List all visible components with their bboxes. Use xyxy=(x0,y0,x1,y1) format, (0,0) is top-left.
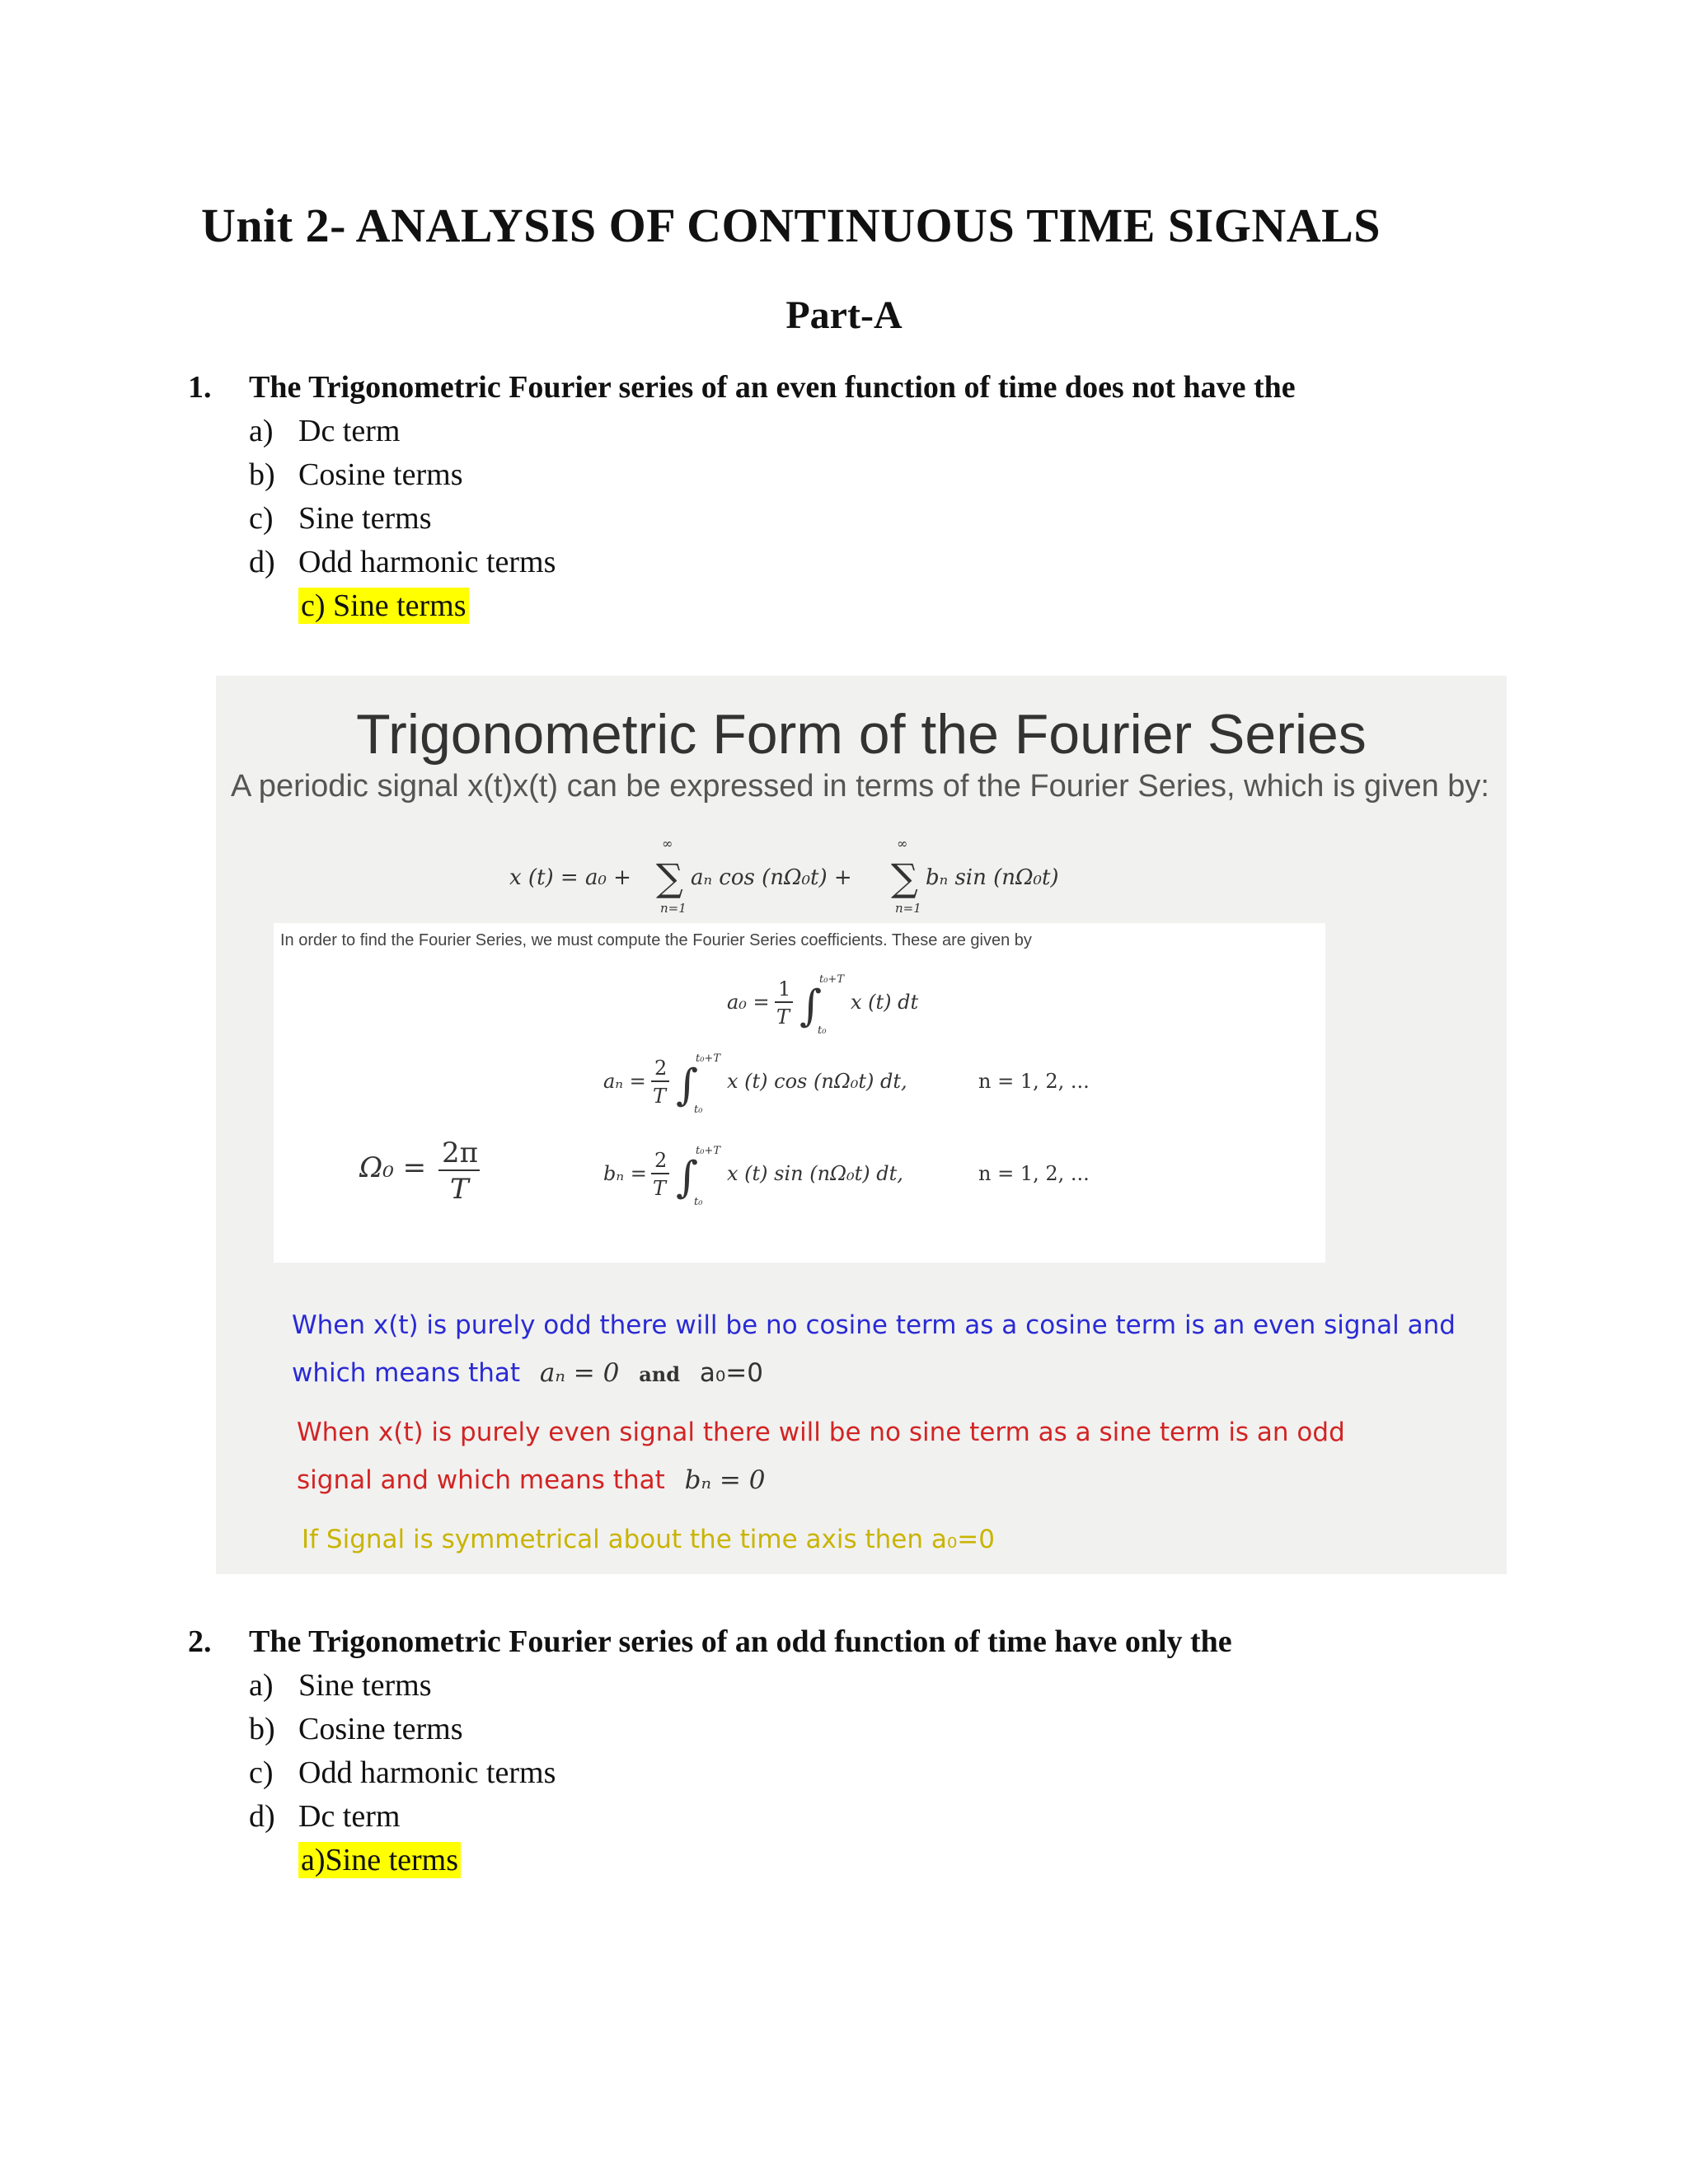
option-label: b) xyxy=(249,1712,275,1746)
svg-text:t₀: t₀ xyxy=(818,1024,827,1037)
part-heading: Part-A xyxy=(785,293,903,337)
option-text: Odd harmonic terms xyxy=(298,1755,556,1790)
bn-formula xyxy=(603,1137,1139,1212)
option-text: Dc term xyxy=(298,414,401,448)
svg-text:2: 2 xyxy=(654,1057,668,1080)
figure-subtitle: A periodic signal x(t)x(t) can be expressed in terms of the Fourier Series, which is given by: xyxy=(231,769,1489,804)
svg-text:bₙ =: bₙ = xyxy=(603,1162,647,1185)
svg-text:∫: ∫ xyxy=(799,982,823,1031)
fourier-series-equation xyxy=(509,837,1119,919)
figure-title: Trigonometric Form of the Fourier Series xyxy=(356,703,1367,766)
svg-text:n=1: n=1 xyxy=(895,901,921,916)
option-label: d) xyxy=(249,545,275,579)
svg-text:∞: ∞ xyxy=(897,837,908,851)
option-label: c) xyxy=(249,1755,274,1790)
option-d xyxy=(188,544,1589,588)
even-signal-note-line1: When x(t) is purely even signal there will be no sine term as a sine term is an odd xyxy=(297,1418,1345,1447)
svg-text:t₀: t₀ xyxy=(694,1196,703,1208)
option-label: a) xyxy=(249,414,274,448)
fourier-series-figure xyxy=(216,676,1507,1574)
question-number: 2. xyxy=(188,1624,212,1659)
option-text: Cosine terms xyxy=(298,457,463,492)
option-label: a) xyxy=(249,1668,274,1703)
svg-text:t₀+T: t₀+T xyxy=(696,1145,720,1157)
bn-range: n = 1, 2, ... xyxy=(978,1162,1090,1185)
svg-text:∑: ∑ xyxy=(656,855,683,900)
svg-text:x (t) cos (nΩ₀t) dt,: x (t) cos (nΩ₀t) dt, xyxy=(727,1070,907,1093)
option-label: c) xyxy=(249,501,274,536)
odd-note-text: which means that xyxy=(292,1358,521,1388)
option-a xyxy=(188,1667,1589,1711)
answer-line xyxy=(188,588,1589,634)
svg-text:a₀ =: a₀ = xyxy=(727,991,770,1014)
page-title: Unit 2- ANALYSIS OF CONTINUOUS TIME SIGNALS xyxy=(201,199,1381,252)
option-label: b) xyxy=(249,457,275,492)
svg-text:x (t) sin (nΩ₀t) dt,: x (t) sin (nΩ₀t) dt, xyxy=(727,1162,903,1185)
svg-text:T: T xyxy=(653,1085,667,1108)
option-text: Sine terms xyxy=(298,501,432,536)
option-c xyxy=(188,500,1589,544)
an-range: n = 1, 2, ... xyxy=(978,1070,1090,1093)
svg-text:∞: ∞ xyxy=(662,837,673,851)
even-signal-note-line2: signal and which means that bₙ = 0 xyxy=(297,1465,766,1495)
svg-text:Ω₀ =: Ω₀ = xyxy=(359,1151,427,1184)
question-text: The Trigonometric Fourier series of an odd function of time have only the xyxy=(249,1624,1232,1659)
svg-text:2: 2 xyxy=(654,1149,668,1172)
svg-text:T: T xyxy=(653,1177,667,1200)
option-d xyxy=(188,1798,1589,1842)
option-text: Dc term xyxy=(298,1799,401,1834)
svg-text:bₙ sin (nΩ₀t): bₙ sin (nΩ₀t) xyxy=(926,865,1059,890)
question-2 xyxy=(188,1624,1589,1888)
even-note-text: signal and which means that xyxy=(297,1465,665,1495)
svg-text:x (t) dt: x (t) dt xyxy=(851,991,919,1014)
omega0-formula xyxy=(359,1129,483,1203)
odd-signal-note-line1: When x(t) is purely odd there will be no cosine term as a cosine term is an even signal and xyxy=(292,1310,1456,1340)
question-1 xyxy=(188,369,1589,634)
svg-text:aₙ =: aₙ = xyxy=(603,1070,646,1093)
svg-text:∑: ∑ xyxy=(891,855,918,900)
question-number: 1. xyxy=(188,370,212,405)
svg-text:∫: ∫ xyxy=(676,1153,699,1202)
option-a xyxy=(188,413,1589,457)
coefficients-panel xyxy=(274,923,1325,1263)
option-label: d) xyxy=(249,1799,275,1834)
option-b xyxy=(188,1711,1589,1755)
symmetry-note: If Signal is symmetrical about the time axis then a₀=0 xyxy=(302,1525,995,1554)
option-c xyxy=(188,1755,1589,1798)
option-text: Cosine terms xyxy=(298,1712,463,1746)
svg-text:aₙ cos (nΩ₀t) +: aₙ cos (nΩ₀t) + xyxy=(691,865,852,890)
highlighted-answer: a)Sine terms xyxy=(298,1842,461,1878)
a0-formula xyxy=(727,966,991,1040)
svg-text:n=1: n=1 xyxy=(660,901,687,916)
option-text: Sine terms xyxy=(298,1668,432,1703)
an-formula xyxy=(603,1045,1139,1119)
svg-text:t₀+T: t₀+T xyxy=(696,1052,720,1065)
option-b xyxy=(188,457,1589,500)
svg-text:x (t) = a₀ +: x (t) = a₀ + xyxy=(509,865,631,890)
svg-text:1: 1 xyxy=(778,977,791,1001)
svg-text:t₀: t₀ xyxy=(694,1104,703,1116)
svg-text:t₀+T: t₀+T xyxy=(819,973,844,986)
option-text: Odd harmonic terms xyxy=(298,545,556,579)
svg-text:T: T xyxy=(450,1173,469,1203)
coefficients-intro: In order to find the Fourier Series, we must compute the Fourier Series coefficients. These are given by xyxy=(280,931,1032,949)
svg-text:T: T xyxy=(776,1005,790,1029)
odd-signal-note-line2: which means that aₙ = 0 and a₀=0 xyxy=(292,1358,763,1388)
answer-line xyxy=(188,1842,1589,1888)
odd-note-and: and xyxy=(639,1362,680,1386)
svg-text:2π: 2π xyxy=(442,1137,478,1169)
svg-text:∫: ∫ xyxy=(676,1061,699,1110)
highlighted-answer: c) Sine terms xyxy=(298,588,469,624)
question-text: The Trigonometric Fourier series of an even function of time does not have the xyxy=(249,370,1296,405)
